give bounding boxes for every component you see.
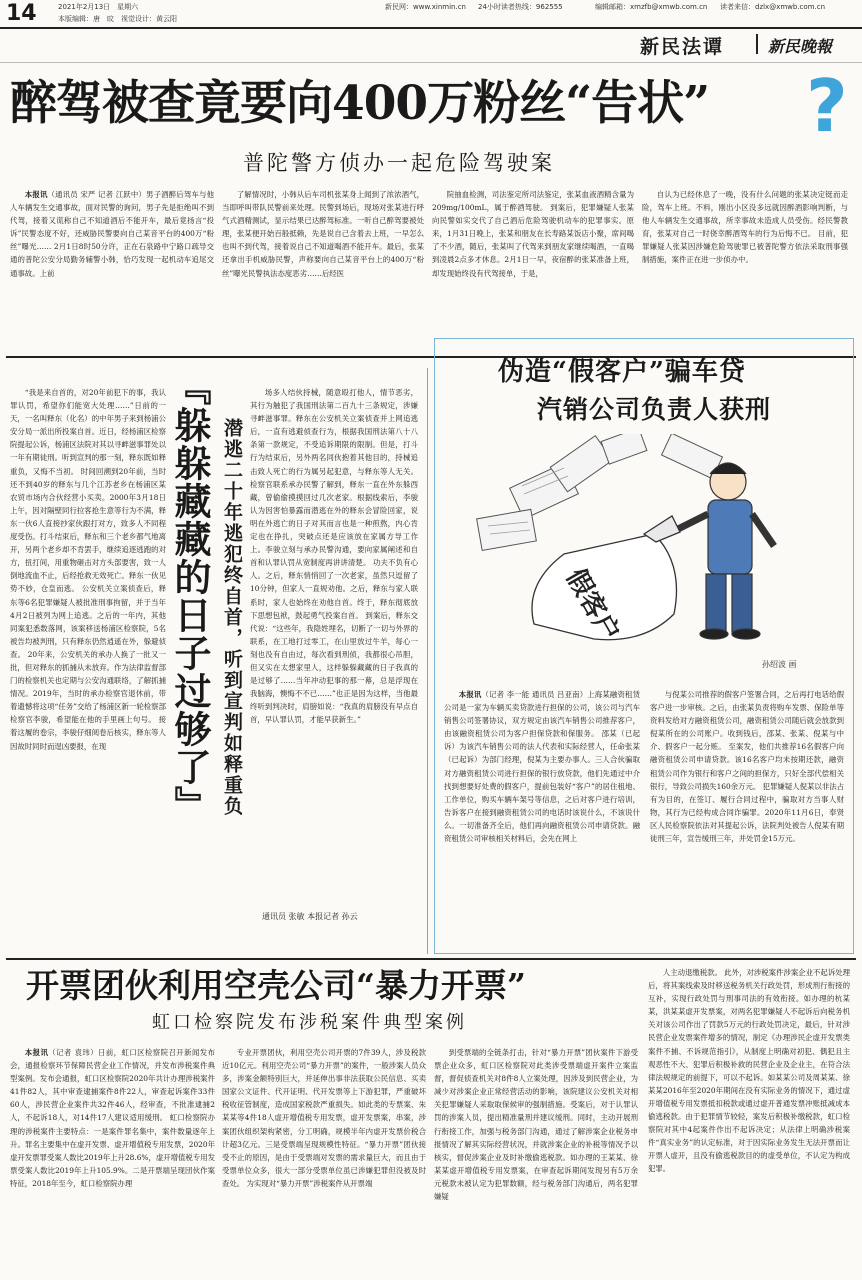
story4-column-3: 到受票端的全链条打击，针对“暴力开票”团伙案件下游受票企业众多，虹口区检察院对此类涉受票端虚开案件立案监督，督促侦查机关对8件8人立案处理，因涉及到民营企业，为减少对涉案企业正常经营活动的影响，该院建议公安机关对相关犯罪嫌疑人采取取保候审的强制措施。受案后，对于认罪认罚的涉案人员，提出精准量刑并建议缓刑。同时，主动开展刑行衔接工作，加强与税务部门沟通，通过了解涉案企业税务申报情况了解其实际经营状况，并就涉案企业的补税等情况予以核实，督促涉案企业及时补缴偷逃税款。如办理的王某某、徐某某虚开增值税专用发票案，在审查起诉期间发现另有5万余元税款未被认定为犯罪数额，经与税务部门沟通后，两名犯罪嫌疑 — [434, 1048, 638, 1202]
story1-column-2: 了解情况时，小韩从后车司机张某身上闻到了浓浓酒气，当即呼叫带队民警前来处理。民警到场后，现场对张某进行呼气式酒精测试，显示结果已达醉驾标准。一听自己醉驾要被处理，张某便开始百般抵赖，先是说自己含着去上班，一早怎么也叫不到代驾，接着说自己不知道喝酒不能开车。最后，张某还拿出手机威胁民警，声称要向自己某音平台上的400万“粉丝”曝光民警执法态度恶劣……后经医 — [222, 190, 424, 278]
story4-column-1: 本报讯（记者 袁玮）日前，虹口区检察院召开新闻发布会，通报检察环节保障民营企业工作情况，并发布涉税案件典型案例。发布会通报，虹口区检察院2020年共计办理涉税案件41件82人，其中审查逮捕案件8件22人，审查起诉案件33件60人，涉民营企业案件共32件46人，经审查，不批准逮捕2人，不起诉18人，对14件17人建议适用缓刑。 虹口检察院办理的涉税案件主要特点：一是案件罪名集中，案件数量逐年上升。罪名主要集中在虚开发票、虚开增值税专用发票，2020年虚开发票罪受案人数比2019年上升28.6%，虚开增值税专用发票受案人数比2019年上升105.9%。二是开票端呈现団伙作案特征，2018年至今，虹口检察院办理 — [10, 1048, 215, 1188]
section-title: 新民法谭 — [640, 36, 725, 58]
story1-column-1: 本报讯（通讯员 宋严 记者 江跃中）男子酒醉后驾车与他人车辆发生交通事故，面对民警的询问，男子先是拒绝叫不到代驾，接着又谎称自己不知道酒后不能开车，最后竟扬言“投诉”民警态度不好，还威胁民警要向自己某音平台的400万“粉丝”曝光…… 2月1日8时50分许，正在石泉路中宁路口疏导交通的普陀公安分局勤务辅警小韩，恰巧发现一起机动车追尾交通事故。上前 — [10, 190, 214, 278]
section-rule — [0, 62, 862, 63]
story3-column-2: 与倪某公司推荐的假客户签署合同，之后再打电话给假客户进一步审核。之后，由张某负责将购车发票、保险单等资料发给对方融资租赁公司，融资租赁公司随后就会放款到倪某所在的公司账户。收到钱后，邵某、张某、倪某与中介、假客户一起分赃。 至案发，他们共推荐16名假客户向融资租赁公司申请贷款。该16名客户均未按期还款，融资租赁公司作为银行和客户之间的担保方，只好全部代偿相关银行，导致公司损失160余万元。 犯罪嫌疑人倪某以非法占有为目的，在签订、履行合同过程中，骗取对方当事人财物，其行为已经构成合同诈骗罪。2020年11月6日，奉贤区人民检察院依法对其提起公诉，法院判处被告人倪某有期徒刑三年，宣告缓刑三年，并处罚金15万元。 — [650, 690, 844, 844]
story2-divider — [427, 368, 428, 954]
story3-bottom-rule — [6, 958, 856, 960]
story1-deck: 普陀警方侦办一起危险驾驶案 — [243, 151, 555, 175]
story4-column-2: 专业开票团伙，利用空壳公司开票的7件39人，涉及税款近10亿元。利用空壳公司“暴力开票”的案件，一般涉案人员众多，涉案金额特别巨大，并延伸出事非法获取公民信息、买卖国家公文证件、代开证明、代开发票等上下游犯罪，严重破坏税收征管制度，造成国家税款严重损失。如此类的专票案、朱某某等4件18人虚开增值税专用发票，虚开发票案，串案，涉案团伙组织架构紧密，分工明确，规模半年内虚开发票价税合计超3亿元。三是受票端呈现规模性特征。“暴力开票”团伙接受不止的原因，是由于受票端对发票的需求量巨大，而且由于受票单位众多，很大一部分受票单位虽已涉嫌犯罪但没被及时查处。 为实现对“暴力开票”涉税案件从开票端 — [222, 1048, 426, 1188]
story1-column-3: 院抽血检测，司法鉴定所司法鉴定，张某血液酒精含量为209mg/100mL，属于醉酒驾驶。 到案后，犯罪嫌疑人张某向民警如实交代了自己酒后危险驾驶机动车的犯罪事实。原来，1月31日晚上，张某和朋友在长寿路某饭店小聚，席间喝了不少酒，随后，张某叫了代驾来到朋友家继续喝酒，一直喝到凌晨2点多才休息。2月1日一早，夜宿醉的张某准备上班，却发现始终没有代驾接单，于是， — [432, 190, 634, 278]
section-divider — [756, 34, 758, 54]
story4-headline: 开票团伙利用空壳公司“暴力开票” — [26, 966, 526, 1005]
story4-column-4: 人主动退缴税款。 此外，对涉税案件涉案企业不起诉处理后，将其案线索及时移送税务机关行政处罚，形成刑行衔接的互补，实现行政处罚与刑事司法的有效衔接。如办理的杭某某，洪某某虚开发票案，对两名犯罪嫌疑人不起诉后向税务机关对该公司作出了罚款5万元的行政处罚决定，最后，针对涉民营企业发票案件增多的情况，制定《办理涉民企虚开发票类案件不捕、不诉规范指引》，从制度上明确对初犯、偶犯且主观恶性不大、犯罪后积极补救的民营企业及企业主，在符合法律法规规定的前提下，可以不起诉。如某某公司及周某某、徐某某2016年至2020年期间在没有实际业务的情况下，通过虚开增值税专用发票抵扣税款或通过虚开普通发票冲账抵减成本偷逃税款。由于犯罪情节较轻，案发后积极补缴税款，虹口检察院对其中4起案件作出不起诉决定；从法律上明确涉税案件“真实业务”的认定标准，对于因实际业务发生无法开票而让开票人虚开，且没有偷逃税款目的的虚受单位，不认定为构成犯罪。 — [648, 968, 850, 1174]
story4-deck: 虹口检察院发布涉税案件典型案例 — [152, 1012, 467, 1033]
editor-email: 编辑邮箱：xmzfb@xmwb.com.cn — [595, 3, 708, 11]
story2-headline: 『躲躲藏藏的日子过够了』 — [168, 368, 212, 824]
website: 新民网：www.xinmin.cn — [385, 3, 466, 11]
story2-deck: 潜逃二十年逃犯终自首，听到宣判如释重负 — [221, 418, 243, 817]
story3-headline-1: 伪造“假客户”骗车贷 — [498, 357, 746, 387]
story1-headline: 醉驾被查竟要向400万粉丝“告状” — [10, 76, 710, 131]
story2-column-1: “我是来自首的，对20年前犯下的事，我认罪认罚，希望你们能宽大处理……”日前的一天，一名叫释东（化名）的中年男子来到杨浦公安分局一派出所投案自首。近日，经杨浦区检察院提起公诉，杨浦区法院对其以寻衅滋事罪处以一年有期徒刑。听到宣判的那一刻，释东既如释重负，又悔不当初。 时间回溯到20年前，当时还不到40岁的释东与几个江苏老乡在杨浦区某农贸市场内合伙经营小买卖。2000年3月18日上午，因对隔壁同行拉客抢生意等行为不满，释东一伙6人直接抄家伙跟打对方，致多人不同程度受伤。打斗结束后，释东和三个老乡都气地离开，另两个老乡却不肯罢手，继续追逐逃跑的对方，扭打间，用重物砸击对方头部要害，致一人倒地流血不止，后经抢救无效死亡。释东一伙见势不妙，仓皇而逃。 公安机关立案侦查后，释东等6名犯罪嫌疑人被批准刑事拘留，并于当年4月2日被列为网上追逃。之后的一年内，其他同案犯悉数落网，该案移送杨浦区检察院，5名被告均被判刑，只有释东仍然逍遥在外，躲避侦查。 20年来，公安机关的承办人换了一批又一批，但对释东的抓捕从未放弃。作为法律监督部门的检察机关也定期与公安沟通联络，了解抓捕情况。2019年，当时的承办检察官退休前，带着遗憾将这项“任务”交给了杨浦区新一轮检察部检察官李骏，希望能在他的手里画上句号。 接着这履的卷宗，李骏仔细阅卷后核实，释东等人因故时同时而逞凶要报，在现 — [10, 388, 166, 751]
story2-column-2: 场多人结伙持械，随意殴打他人，情节恶劣，其行为触犯了我国刑法第二百九十三条规定，涉嫌寻衅滋事罪。释东在公安机关立案侦查并上网追逃后，一直有逃避侦查行为，根据我国刑法第八十八条第一款规定，不受追诉期限的限制。但是，打斗行为结束后，另外两名同伙抱着其他目的，持械追击致人死亡的行为属另起犯意，与释东等人无关。 检察官联系承办民警了解到，释东一直在外东躲西藏，曾偷偷摸摸回过几次老家。根据线索后，李骏认为因害怕暴露而潜逃在外的释东会冒险回家，说明在外逃亡的日子对其而言也是一种煎熬，内心肯定也在挣扎，突破点还是应该放在家属方导工作上。李骏立刻与承办民警沟通，要向家属阐述和自首和认罪认罚从宽制度再讲讲清楚。 功夫不负有心人。之后，释东悄悄回了一次老家，虽然只逗留了10分钟，但家人一直规劝他。之后，释东与家人联系时，家人也始终在劝他自首。终于，释东彻底放下思想包袱，鼓起勇气投案自首。 到案后，释东交代说：“这些年，我隐姓埋名，切断了一切与外界的联系，在工地打过零工，在山里放过牛羊，每心一刻也没有自由过，每次看到刑侦，我都很心吊胆，但又实在太想家里人，这样躲躲藏藏的日子我真的是过够了……当年冲动犯事的那一幕，总是浮现在我脑海，懊悔不不已……”也正是因为这样，当他最终听到判决时，肩膀如说：“我真的肩膀没有早点自首，早认罪认罚，才能早获新生。” — [250, 388, 418, 725]
masthead-rule — [0, 27, 862, 29]
hotline: 24小时读者热线：962555 — [478, 3, 563, 11]
story3-column-1: 本报讯（记者 李一能 通讯员 吕亚南）上海某融资租赁公司是一家为车辆买卖贷款进行担保的公司，该公司与汽车销售公司签署协议，双方规定由该汽车销售公司推荐客户，由该融资租赁公司为客户担保贷款和保服务。 邵某（已起诉）为该汽车销售公司的法人代表和实际经营人，任命张某（已起诉）为部门经理，倪某为主要办事人。三人合伙骗取对方融资租赁公司进行担保的银行放贷款，他们先通过中介找到想要好处费的假客户，提前包装好“客户”的居住租地、工作单位，购买车辆车架号等信息，之后对客户进行培训，告诉客户在接到融资租赁公司的电话时该说什么，不该说什么。一切准备齐全后，他们再向融资租赁公司申请贷款。融资租赁公司审核相关材料后，会先在网上 — [444, 690, 640, 844]
story1-column-4: 自认为已经休息了一晚，没有什么问题的张某决定铤而走险，驾车上班。不料，刚出小区没多远就因醉酒影响判断，与他人车辆发生交通事故，所幸事故未造成人员受伤。经民警教育，张某对自己一时侥幸醉酒驾车的行为后悔不已。 目前，犯罪嫌疑人张某因涉嫌危险驾驶罪已被普陀警方依法采取刑事强制措施，案件正在进一步侦办中。 — [642, 190, 848, 265]
cartoon-label: 假客户 — [559, 564, 625, 647]
question-mark-icon: ? — [806, 64, 848, 148]
story2-byline: 通讯员 张敏 本报记者 孙云 — [262, 912, 358, 921]
editors-line: 本版编辑：唐 旼 视觉设计：黄云阳 — [58, 15, 177, 23]
illustration-credit: 孙绍波 画 — [762, 660, 797, 669]
reader-email: 读者来信：dzlx@xmwb.com.cn — [720, 3, 826, 11]
page-number: 14 — [6, 1, 37, 26]
story3-headline-2: 汽销公司负责人获刑 — [537, 395, 772, 424]
paper-logo: 新民晚報 — [768, 37, 833, 56]
cartoon-illustration — [444, 434, 844, 674]
date-line: 2021年2月13日 星期六 — [58, 3, 139, 11]
